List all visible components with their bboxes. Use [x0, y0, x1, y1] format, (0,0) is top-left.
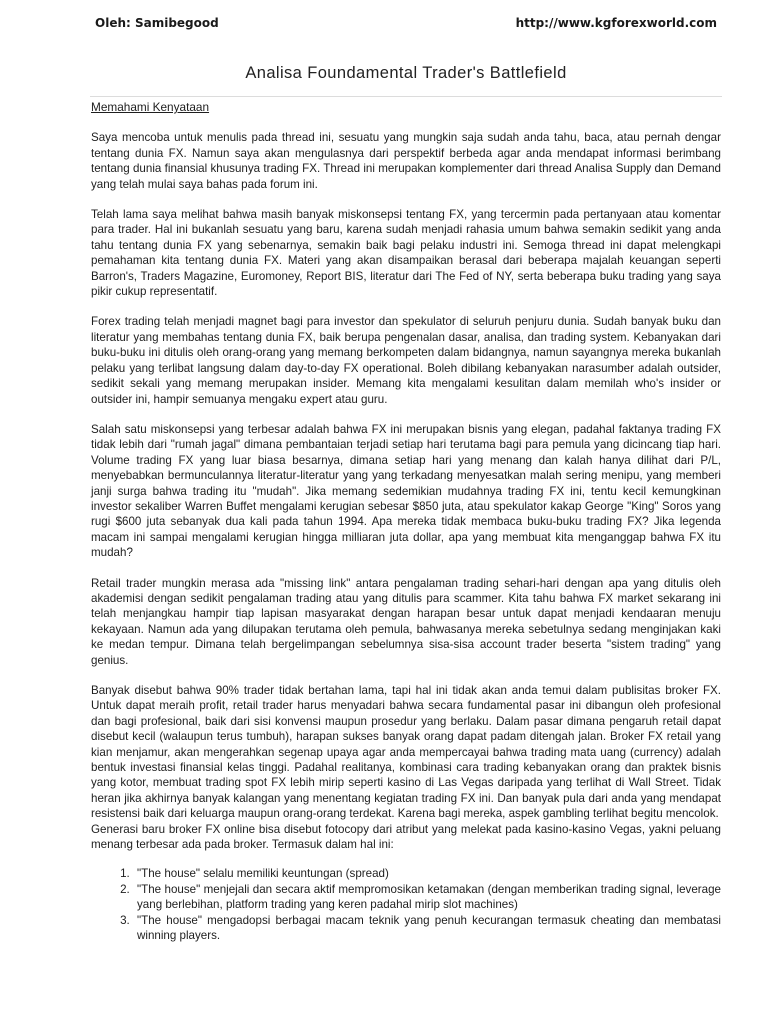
- list-item: 3. "The house" mengadopsi berbagai macam teknik yang penuh kecurangan termasuk cheating dan membatasi winning players.: [133, 913, 721, 944]
- paragraph-retail-trader: Retail trader mungkin merasa ada "missing link" antara pengalaman trading sehari-hari dengan apa yang ditulis oleh akademisi dengan sedikit pengalaman trading atau yang ditulis para scammer. Kita tahu bahwa FX market sekarang ini telah menjangkau hampir tiap lapisan masyarakat dengan harapan besar untuk dapat menjadi kendaaran menuju kekayaan. Namun ada yang dilupakan terutama oleh pemula, bahwasanya mereka sebetulnya sedang menginjakan kaki ke medan tempur. Dimana telah bergelimpangan sebelumnya sisa-sisa account trader beserta "sistem trading" yang genius.: [91, 576, 721, 667]
- list-item: 2. "The house" menjejali dan secara aktif mempromosikan ketamakan (dengan memberikan trading signal, leverage yang berlebihan, platform trading yang keren padahal mirip slot machines): [133, 882, 721, 913]
- paragraph-forex-magnet: Forex trading telah menjadi magnet bagi para investor dan spekulator di seluruh penjuru dunia. Sudah banyak buku dan literatur yang membahas tentang dunia FX, baik berupa pengenalan dasar, analisa, dan trading system. Kebanyakan dari buku-buku ini ditulis oleh orang-orang yang memang berkompeten dalam bidangnya, namun sayangnya mereka bukanlah pelaku yang terlibat langsung dalam day-to-day FX operational. Boleh dibilang kebanyakan narasumber adalah outsider, sedikit sekali yang memang merupakan insider. Memang kita mengalami kesulitan dalam memilah who's insider or outsider ini, hampir semuanya mengaku expert atau guru.: [91, 315, 721, 406]
- section-heading: Memahami Kenyataan: [91, 100, 210, 114]
- list-item: 1. "The house" selalu memiliki keuntungan (spread): [133, 866, 721, 881]
- document-title: Analisa Foundamental Trader's Battlefield: [245, 64, 567, 82]
- title-divider: [90, 96, 722, 97]
- paragraph-new-generation: Generasi baru broker FX online bisa disebut fotocopy dari atribut yang melekat pada kasino-kasino Vegas, yakni peluang menang terbesar ada pada broker. Termasuk dalam hal ini:: [91, 822, 721, 852]
- house-advantages-list: [91, 866, 721, 943]
- page-header: [95, 14, 717, 36]
- paragraph-intro: Saya mencoba untuk menulis pada thread ini, sesuatu yang mungkin saja sudah anda tahu, baca, atau pernah dengar tentang dunia FX. Namun saya akan mengulasnya dari perspektif berbeda agar anda mendapat informasi berimbang tentang dunia finansial khusunya trading FX. Thread ini merupakan komplementer dari thread Analisa Supply dan Demand yang telah mulai saya bahas pada forum ini.: [91, 131, 721, 191]
- document-body: [91, 100, 721, 944]
- paragraph-biggest-misconception: Salah satu miskonsepsi yang terbesar adalah bahwa FX ini merupakan bisnis yang elegan, padahal faktanya trading FX tidak lebih dari "rumah jagal" dimana pembantaian terjadi setiap hari terutama bagi para pemula yang dicincang tiap hari. Volume trading FX yang luar biasa besarnya, dimana setiap hari yang menang dan kalah hanya dilihat dari P/L, menyebabkan bermunculannya literatur-literatur yang yang terkadang menyesatkan malah sering menipu, yang memberi janji surga bahwa trading itu "mudah". Jika memang sedemikian mudahnya trading FX ini, tentu kecil kemungkinan investor sekaliber Warren Buffet mengalami kerugian sebesar $850 juta, atau spekulator kakap George "King" Soros yang rugi $600 juta sebanyak dua kali pada tahun 1994. Apa mereka tidak membaca buku-buku trading FX? Jika legenda macam ini sampai mengalami kerugian hingga milliaran juta dollar, apa yang membuat kita menganggap bahwa FX itu mudah?: [91, 422, 721, 560]
- paragraph-misconceptions: Telah lama saya melihat bahwa masih banyak miskonsepsi tentang FX, yang tercermin pada pertanyaan atau komentar para trader. Hal ini bukanlah sesuatu yang baru, karena sudah menjadi rahasia umum bahwa semakin sedikit yang anda tahu tentang dunia FX yang sebenarnya, semakin baik bagi pelaku industri ini. Semoga thread ini dapat melengkapi pemahaman kita tentang dunia FX. Materi yang akan disampaikan berasal dari beberapa majalah keuangan seperti Barron's, Traders Magazine, Euromoney, Report BIS, literatur dari The Fed of NY, serta beberapa buku trading yang saya pikir cukup representatif.: [91, 208, 721, 299]
- author-label: Oleh: Samibegood: [95, 16, 219, 30]
- website-url[interactable]: http://www.kgforexworld.com: [515, 16, 717, 30]
- paragraph-ninety-percent: Banyak disebut bahwa 90% trader tidak bertahan lama, tapi hal ini tidak akan anda temui dalam publisitas broker FX. Untuk dapat meraih profit, retail trader harus menyadari bahwa secara fundamental pasar ini dibangun oleh profesional dan bagi profesional, baik dari sisi konvensi maupun prosedur yang berlaku. Dalam pasar dimana pengaruh retail dapat disebut kecil (walaupun terus tumbuh), harapan sukses banyak orang dapat padam ditengah jalan. Broker FX retail yang kian menjamur, akan mengerahkan segenap upaya agar anda mempercayai bahwa trading mata uang (currency) adalah bentuk investasi finansial kelas tinggi. Padahal realitanya, kombinasi cara trading kebanyakan orang dan praktek bisnis yang kotor, membuat trading spot FX lebih mirip seperti kasino di Las Vegas daripada yang terlihat di Wall Street. Tidak heran jika akhirnya banyak kalangan yang menentang kegiatan trading FX ini. Dan banyak pula dari anda yang mendapat resistensi baik dari keluarga maupun orang-orang terdekat. Karena bagi mereka, aspek gambling terlihat begitu mencolok.: [91, 684, 721, 821]
